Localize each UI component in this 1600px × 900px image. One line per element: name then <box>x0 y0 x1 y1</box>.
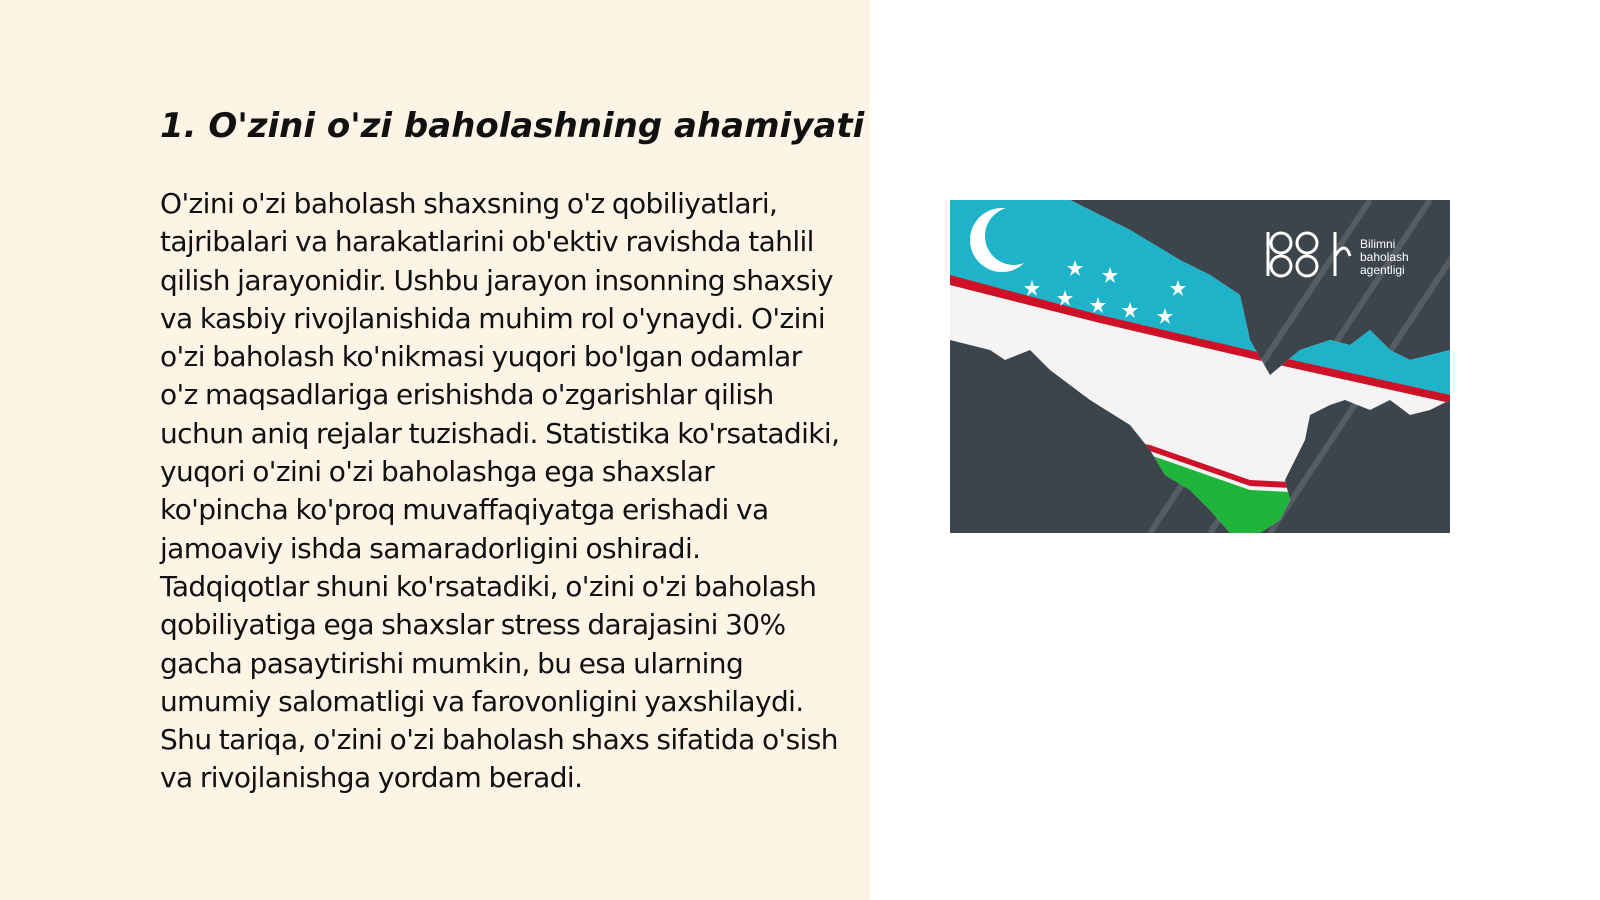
logo-line-3: agentligi <box>1360 263 1405 277</box>
slide-title: 1. O'zini o'zi baholashning ahamiyati <box>160 106 865 146</box>
uzbekistan-map-image <box>950 200 1450 533</box>
logo-line-1: Bilimni <box>1360 237 1396 251</box>
logo-line-2: baholash <box>1360 250 1409 264</box>
agency-logo-text <box>1360 238 1409 277</box>
slide-body-text: O'zini o'zi baholash shaxsning o'z qobiliyatlari, tajribalari va harakatlarini ob'ektiv ravishda tahlil qilish jarayonidir. Ushbu jarayon insonning shaxsiy va kasbiy rivojlanishida muhim rol o'ynaydi. O'zini o'zi baholash ko'nikmasi yuqori bo'lgan odamlar o'z maqsadlariga erishishda o'zgarishlar qilish uchun aniq rejalar tuzishadi. Statistika ko'rsatadiki, yuqori o'zini o'zi baholashga ega shaxslar ko'pincha ko'proq muvaffaqiyatga erishadi va jamoaviy ishda samaradorligini oshiradi. Tadqiqotlar shuni ko'rsatadiki, o'zini o'zi baholash qobiliyatiga ega shaxslar stress darajasini 30% gacha pasaytirishi mumkin, bu esa ularning umumiy salomatligi va farovonligini yaxshilaydi. Shu tariqa, o'zini o'zi baholash shaxs sifatida o'sish va rivojlanishga yordam beradi. <box>160 187 840 795</box>
